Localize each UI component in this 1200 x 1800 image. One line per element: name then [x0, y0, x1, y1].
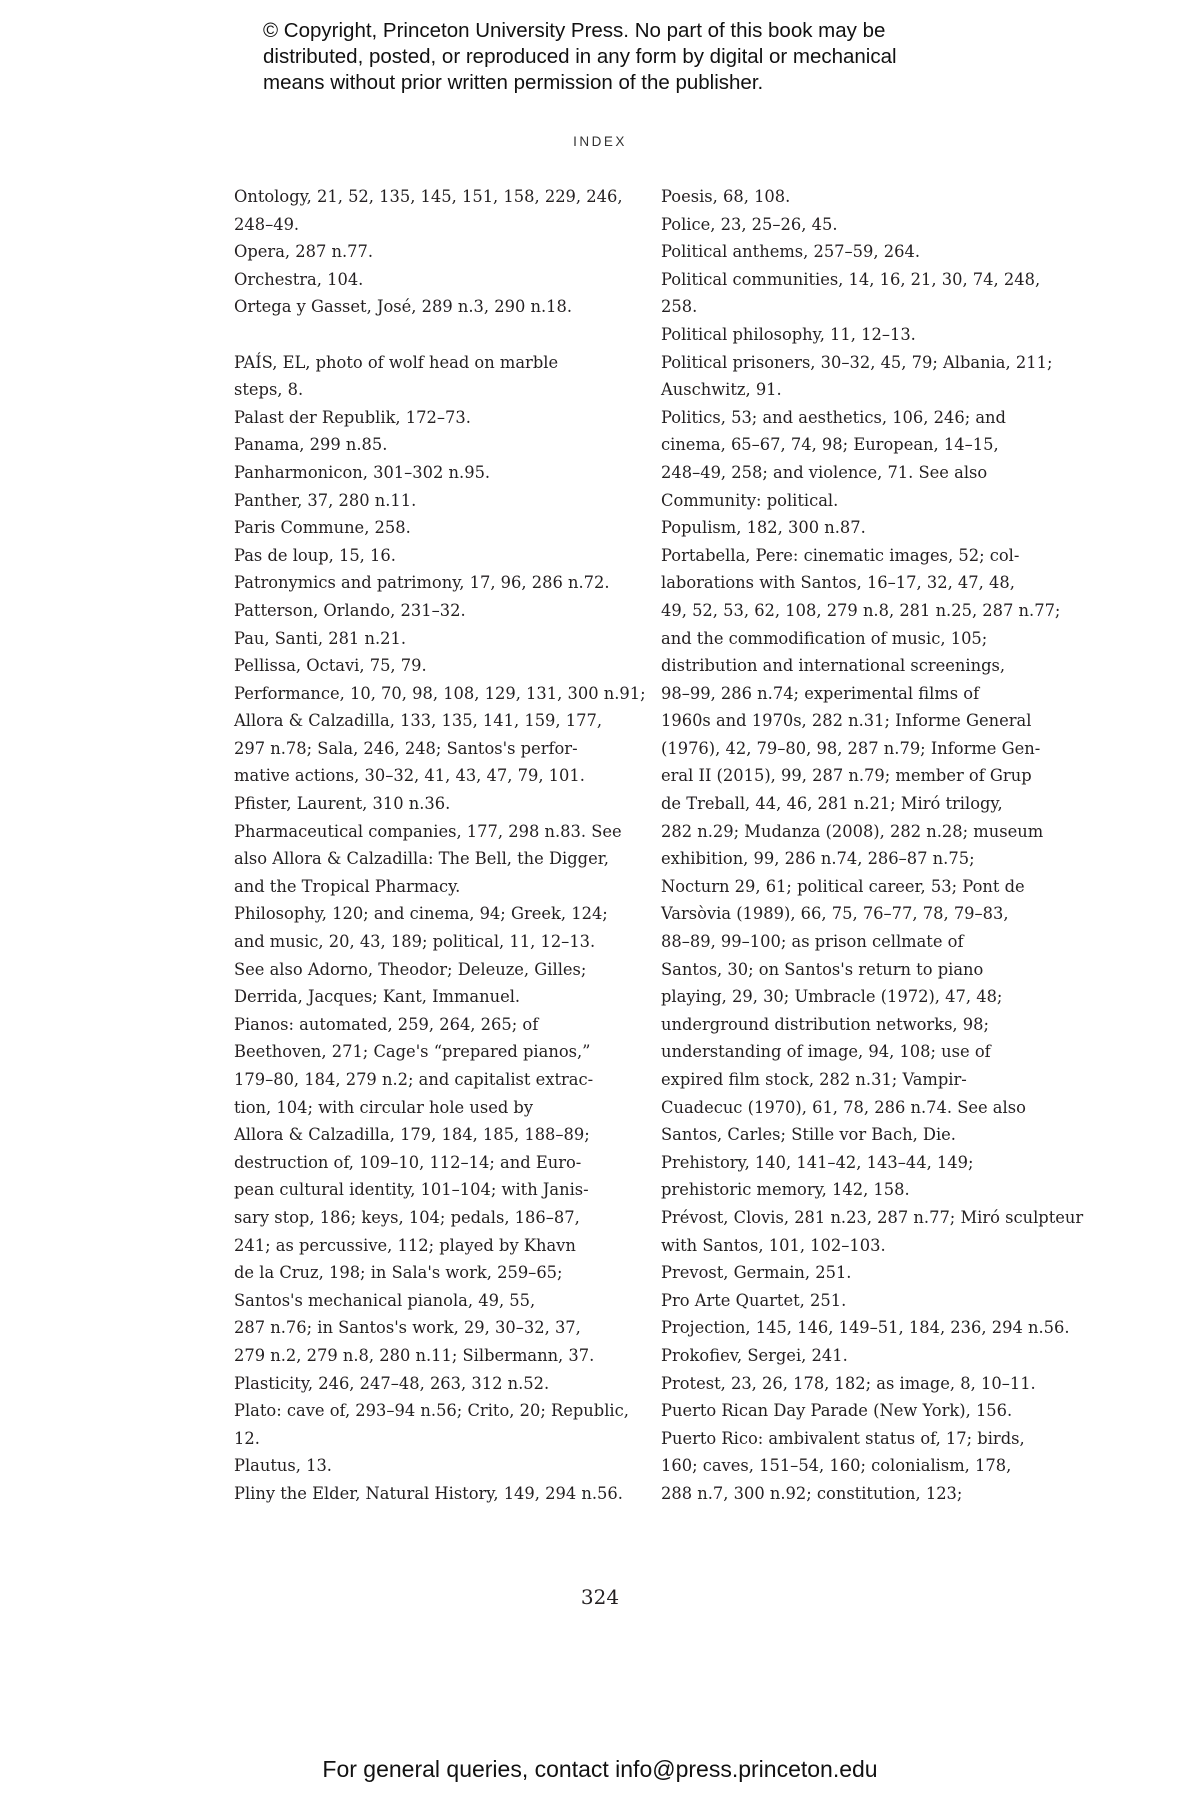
- index-entry-line: Pro Arte Quartet, 251.: [661, 1290, 847, 1310]
- index-entry-line: Pau, Santi, 281 n.21.: [234, 628, 407, 648]
- index-entry-line: Panama, 299 n.85.: [234, 435, 388, 455]
- index-entry-line: 248–49, 258; and violence, 71. See also: [661, 462, 988, 482]
- index-column-right: [661, 183, 1084, 1508]
- index-entry: [661, 266, 1061, 321]
- index-entry: [234, 514, 634, 542]
- index-entry-line: Derrida, Jacques; Kant, Immanuel.: [234, 987, 521, 1007]
- index-entry: [234, 597, 634, 625]
- index-entry-line: Political philosophy, 11, 12–13.: [661, 324, 916, 344]
- index-entry-line: Pianos: automated, 259, 264, 265; of: [234, 1014, 539, 1034]
- index-entry: [234, 1480, 634, 1508]
- index-entry: [661, 321, 1061, 349]
- index-entry-line: and music, 20, 43, 189; political, 11, 12–13.: [234, 932, 596, 952]
- section-gap: [234, 321, 634, 349]
- index-entry: [234, 459, 634, 487]
- index-entry-line: Panther, 37, 280 n.11.: [234, 490, 417, 510]
- index-entry-line: and the commodification of music, 105;: [661, 628, 988, 648]
- copyright-line: distributed, posted, or reproduced in any form by digital or mechanical: [263, 45, 897, 68]
- index-entry-line: 297 n.78; Sala, 246, 248; Santos's perfor-: [234, 738, 578, 758]
- index-entry: [661, 514, 1061, 542]
- index-entry: [234, 238, 634, 266]
- index-entry-line: understanding of image, 94, 108; use of: [661, 1042, 991, 1062]
- index-entry-line: Pfister, Laurent, 310 n.36.: [234, 794, 451, 814]
- index-entry-line: Pharmaceutical companies, 177, 298 n.83. See: [234, 821, 622, 841]
- footer-contact: For general queries, contact info@press.princeton.edu: [322, 1756, 878, 1782]
- index-entry-line: Philosophy, 120; and cinema, 94; Greek, 124;: [234, 904, 608, 924]
- index-entry-line: Police, 23, 25–26, 45.: [661, 214, 838, 234]
- index-entry-line: Political communities, 14, 16, 21, 30, 74, 248,: [661, 269, 1041, 289]
- index-entry-line: Prévost, Clovis, 281 n.23, 287 n.77; Miró sculpteur: [661, 1207, 1084, 1227]
- index-entry: [661, 349, 1061, 404]
- running-head: INDEX: [573, 134, 627, 149]
- index-entry-line: Cuadecuc (1970), 61, 78, 286 n.74. See also: [661, 1097, 1026, 1117]
- index-entry: [661, 1259, 1061, 1287]
- index-entry-line: laborations with Santos, 16–17, 32, 47, 48,: [661, 573, 1015, 593]
- index-entry: [234, 569, 634, 597]
- index-entry-line: with Santos, 101, 102–103.: [661, 1235, 886, 1255]
- index-entry-line: 179–80, 184, 279 n.2; and capitalist extrac-: [234, 1070, 594, 1089]
- index-entry: [661, 1149, 1061, 1204]
- index-entry-line: Portabella, Pere: cinematic images, 52; col-: [661, 545, 1020, 565]
- index-entry-line: See also Adorno, Theodor; Deleuze, Gilles;: [234, 959, 587, 979]
- index-entry-line: Community: political.: [661, 490, 839, 510]
- index-entry-line: Panharmonicon, 301–302 n.95.: [234, 462, 491, 482]
- index-entry-line: (1976), 42, 79–80, 98, 287 n.79; Informe Gen-: [661, 738, 1041, 758]
- copyright-notice: [263, 18, 963, 96]
- index-entry-line: mative actions, 30–32, 41, 43, 47, 79, 101.: [234, 766, 585, 786]
- index-entry: [234, 266, 634, 294]
- index-entry: [234, 625, 634, 653]
- index-entry-line: Political anthems, 257–59, 264.: [661, 242, 921, 262]
- index-entry: [234, 487, 634, 515]
- index-entry-line: 160; caves, 151–54, 160; colonialism, 178,: [661, 1456, 1012, 1476]
- index-entry: [661, 1397, 1061, 1425]
- index-entry: [661, 1204, 1084, 1259]
- index-entry-line: 241; as percussive, 112; played by Khavn: [234, 1235, 576, 1255]
- index-entry: [661, 183, 1061, 211]
- index-entry-line: Politics, 53; and aesthetics, 106, 246; and: [661, 407, 1006, 427]
- index-entry-line: Puerto Rican Day Parade (New York), 156.: [661, 1401, 1013, 1421]
- index-entry-line: Pas de loup, 15, 16.: [234, 545, 396, 565]
- index-entry-line: Palast der Republik, 172–73.: [234, 407, 471, 427]
- index-entry: [234, 431, 634, 459]
- index-entry-line: Patterson, Orlando, 231–32.: [234, 600, 466, 620]
- index-entry: [234, 1452, 634, 1480]
- index-entry-line: 12.: [234, 1428, 260, 1448]
- index-entry-line: Plasticity, 246, 247–48, 263, 312 n.52.: [234, 1373, 550, 1393]
- index-entry-line: Pliny the Elder, Natural History, 149, 294 n.56.: [234, 1483, 623, 1503]
- index-entry-line: pean cultural identity, 101–104; with Janis-: [234, 1180, 589, 1200]
- index-entry-line: Nocturn 29, 61; political career, 53; Pont de: [661, 876, 1025, 896]
- index-entry: [661, 211, 1061, 239]
- index-entry-line: Performance, 10, 70, 98, 108, 129, 131, 300 n.91;: [234, 683, 646, 703]
- index-entry-line: Paris Commune, 258.: [234, 518, 411, 538]
- index-entry: [661, 1425, 1061, 1508]
- index-entry-line: Orchestra, 104.: [234, 269, 364, 289]
- index-entry-line: Protest, 23, 26, 178, 182; as image, 8, 10–11.: [661, 1373, 1036, 1393]
- index-entry: [234, 680, 646, 790]
- index-entry-line: de Treball, 44, 46, 281 n.21; Miró trilogy,: [661, 794, 1003, 814]
- index-entry-line: steps, 8.: [234, 380, 304, 400]
- index-entry: [661, 238, 1061, 266]
- index-entry: [661, 1314, 1070, 1342]
- index-entry-line: also Allora & Calzadilla: The Bell, the Digger,: [234, 849, 609, 869]
- index-entry-line: cinema, 65–67, 74, 98; European, 14–15,: [661, 435, 999, 455]
- index-entry-line: Plato: cave of, 293–94 n.56; Crito, 20; Republic,: [234, 1401, 629, 1421]
- index-entry: [234, 1397, 634, 1452]
- index-entry-line: Auschwitz, 91.: [661, 380, 782, 400]
- index-entry-line: destruction of, 109–10, 112–14; and Euro-: [234, 1152, 582, 1172]
- index-entry-line: 49, 52, 53, 62, 108, 279 n.8, 281 n.25, 287 n.77;: [661, 600, 1061, 620]
- index-entry-line: Santos, 30; on Santos's return to piano: [661, 959, 984, 979]
- index-entry-line: underground distribution networks, 98;: [661, 1014, 989, 1034]
- index-entry-line: 279 n.2, 279 n.8, 280 n.11; Silbermann, 37.: [234, 1345, 595, 1365]
- index-entry: [234, 404, 634, 432]
- index-entry-line: Patronymics and patrimony, 17, 96, 286 n.72.: [234, 573, 610, 593]
- index-entry-line: Prokofiev, Sergei, 241.: [661, 1345, 848, 1365]
- index-entry-line: Puerto Rico: ambivalent status of, 17; birds,: [661, 1428, 1025, 1448]
- index-entry: [661, 1370, 1061, 1398]
- index-entry: [234, 293, 634, 321]
- index-entry-line: Santos's mechanical pianola, 49, 55,: [234, 1290, 536, 1310]
- index-entry: [234, 542, 634, 570]
- copyright-line: means without prior written permission of the publisher.: [263, 71, 764, 94]
- index-entry: [234, 818, 634, 901]
- index-entry-line: Opera, 287 n.77.: [234, 242, 374, 262]
- index-entry: [234, 790, 634, 818]
- index-entry-line: 1960s and 1970s, 282 n.31; Informe General: [661, 711, 1032, 731]
- copyright-line: © Copyright, Princeton University Press. No part of this book may be: [263, 19, 886, 42]
- index-entry-line: 88–89, 99–100; as prison cellmate of: [661, 932, 964, 952]
- index-entry-line: 98–99, 286 n.74; experimental films of: [661, 683, 980, 703]
- index-entry-line: Beethoven, 271; Cage's “prepared pianos,”: [234, 1042, 591, 1062]
- index-entry: [661, 1342, 1061, 1370]
- index-entry-line: 282 n.29; Mudanza (2008), 282 n.28; museum: [661, 821, 1044, 841]
- index-entry-line: Prevost, Germain, 251.: [661, 1263, 852, 1283]
- index-entry: [234, 183, 634, 238]
- index-entry: [234, 652, 634, 680]
- index-entry-line: de la Cruz, 198; in Sala's work, 259–65;: [234, 1263, 563, 1283]
- index-entry-line: exhibition, 99, 286 n.74, 286–87 n.75;: [661, 849, 975, 869]
- index-entry: [661, 1287, 1061, 1315]
- index-entry-line: Plautus, 13.: [234, 1456, 332, 1476]
- index-entry: [234, 1011, 634, 1370]
- index-entry-line: 287 n.76; in Santos's work, 29, 30–32, 37,: [234, 1318, 581, 1338]
- index-entry-line: Ontology, 21, 52, 135, 145, 151, 158, 229, 246,: [234, 187, 623, 206]
- index-entry-line: Populism, 182, 300 n.87.: [661, 518, 866, 538]
- index-entry-line: tion, 104; with circular hole used by: [234, 1097, 534, 1117]
- index-entry-line: Allora & Calzadilla, 179, 184, 185, 188–89;: [234, 1125, 590, 1145]
- index-entry-line: Santos, Carles; Stille vor Bach, Die.: [661, 1125, 956, 1145]
- index-entry-line: prehistoric memory, 142, 158.: [661, 1180, 910, 1200]
- index-entry-line: eral II (2015), 99, 287 n.79; member of Grup: [661, 766, 1032, 786]
- index-entry: [234, 349, 634, 404]
- index-entry-line: Political prisoners, 30–32, 45, 79; Albania, 211;: [661, 352, 1053, 372]
- index-entry-line: expired film stock, 282 n.31; Vampir-: [661, 1070, 967, 1089]
- index-entry-line: and the Tropical Pharmacy.: [234, 876, 461, 896]
- index-entry-line: Ortega y Gasset, José, 289 n.3, 290 n.18.: [234, 297, 573, 317]
- index-entry-line: sary stop, 186; keys, 104; pedals, 186–87,: [234, 1207, 580, 1227]
- index-entry-line: distribution and international screenings,: [661, 656, 1006, 676]
- index-entry: [234, 900, 634, 1010]
- index-entry-line: Pellissa, Octavi, 75, 79.: [234, 656, 427, 676]
- index-entry: [661, 542, 1061, 1149]
- index-entry-line: Projection, 145, 146, 149–51, 184, 236, 294 n.56.: [661, 1318, 1070, 1338]
- page-number: 324: [580, 1585, 620, 1609]
- index-entry: [234, 1370, 634, 1398]
- index-column-left: [234, 183, 646, 1508]
- index-entry-line: Prehistory, 140, 141–42, 143–44, 149;: [661, 1152, 974, 1172]
- index-entry-line: playing, 29, 30; Umbracle (1972), 47, 48;: [661, 987, 1003, 1007]
- index-entry-line: Varsòvia (1989), 66, 75, 76–77, 78, 79–83,: [661, 904, 1009, 924]
- index-entry-line: PAÍS, EL, photo of wolf head on marble: [234, 352, 559, 372]
- index-entry-line: 258.: [661, 297, 698, 317]
- index-entry-line: 288 n.7, 300 n.92; constitution, 123;: [661, 1483, 963, 1503]
- index-entry-line: Allora & Calzadilla, 133, 135, 141, 159, 177,: [234, 711, 603, 731]
- index-entry: [661, 404, 1061, 514]
- index-entry-line: Poesis, 68, 108.: [661, 187, 791, 206]
- index-entry-line: 248–49.: [234, 214, 300, 234]
